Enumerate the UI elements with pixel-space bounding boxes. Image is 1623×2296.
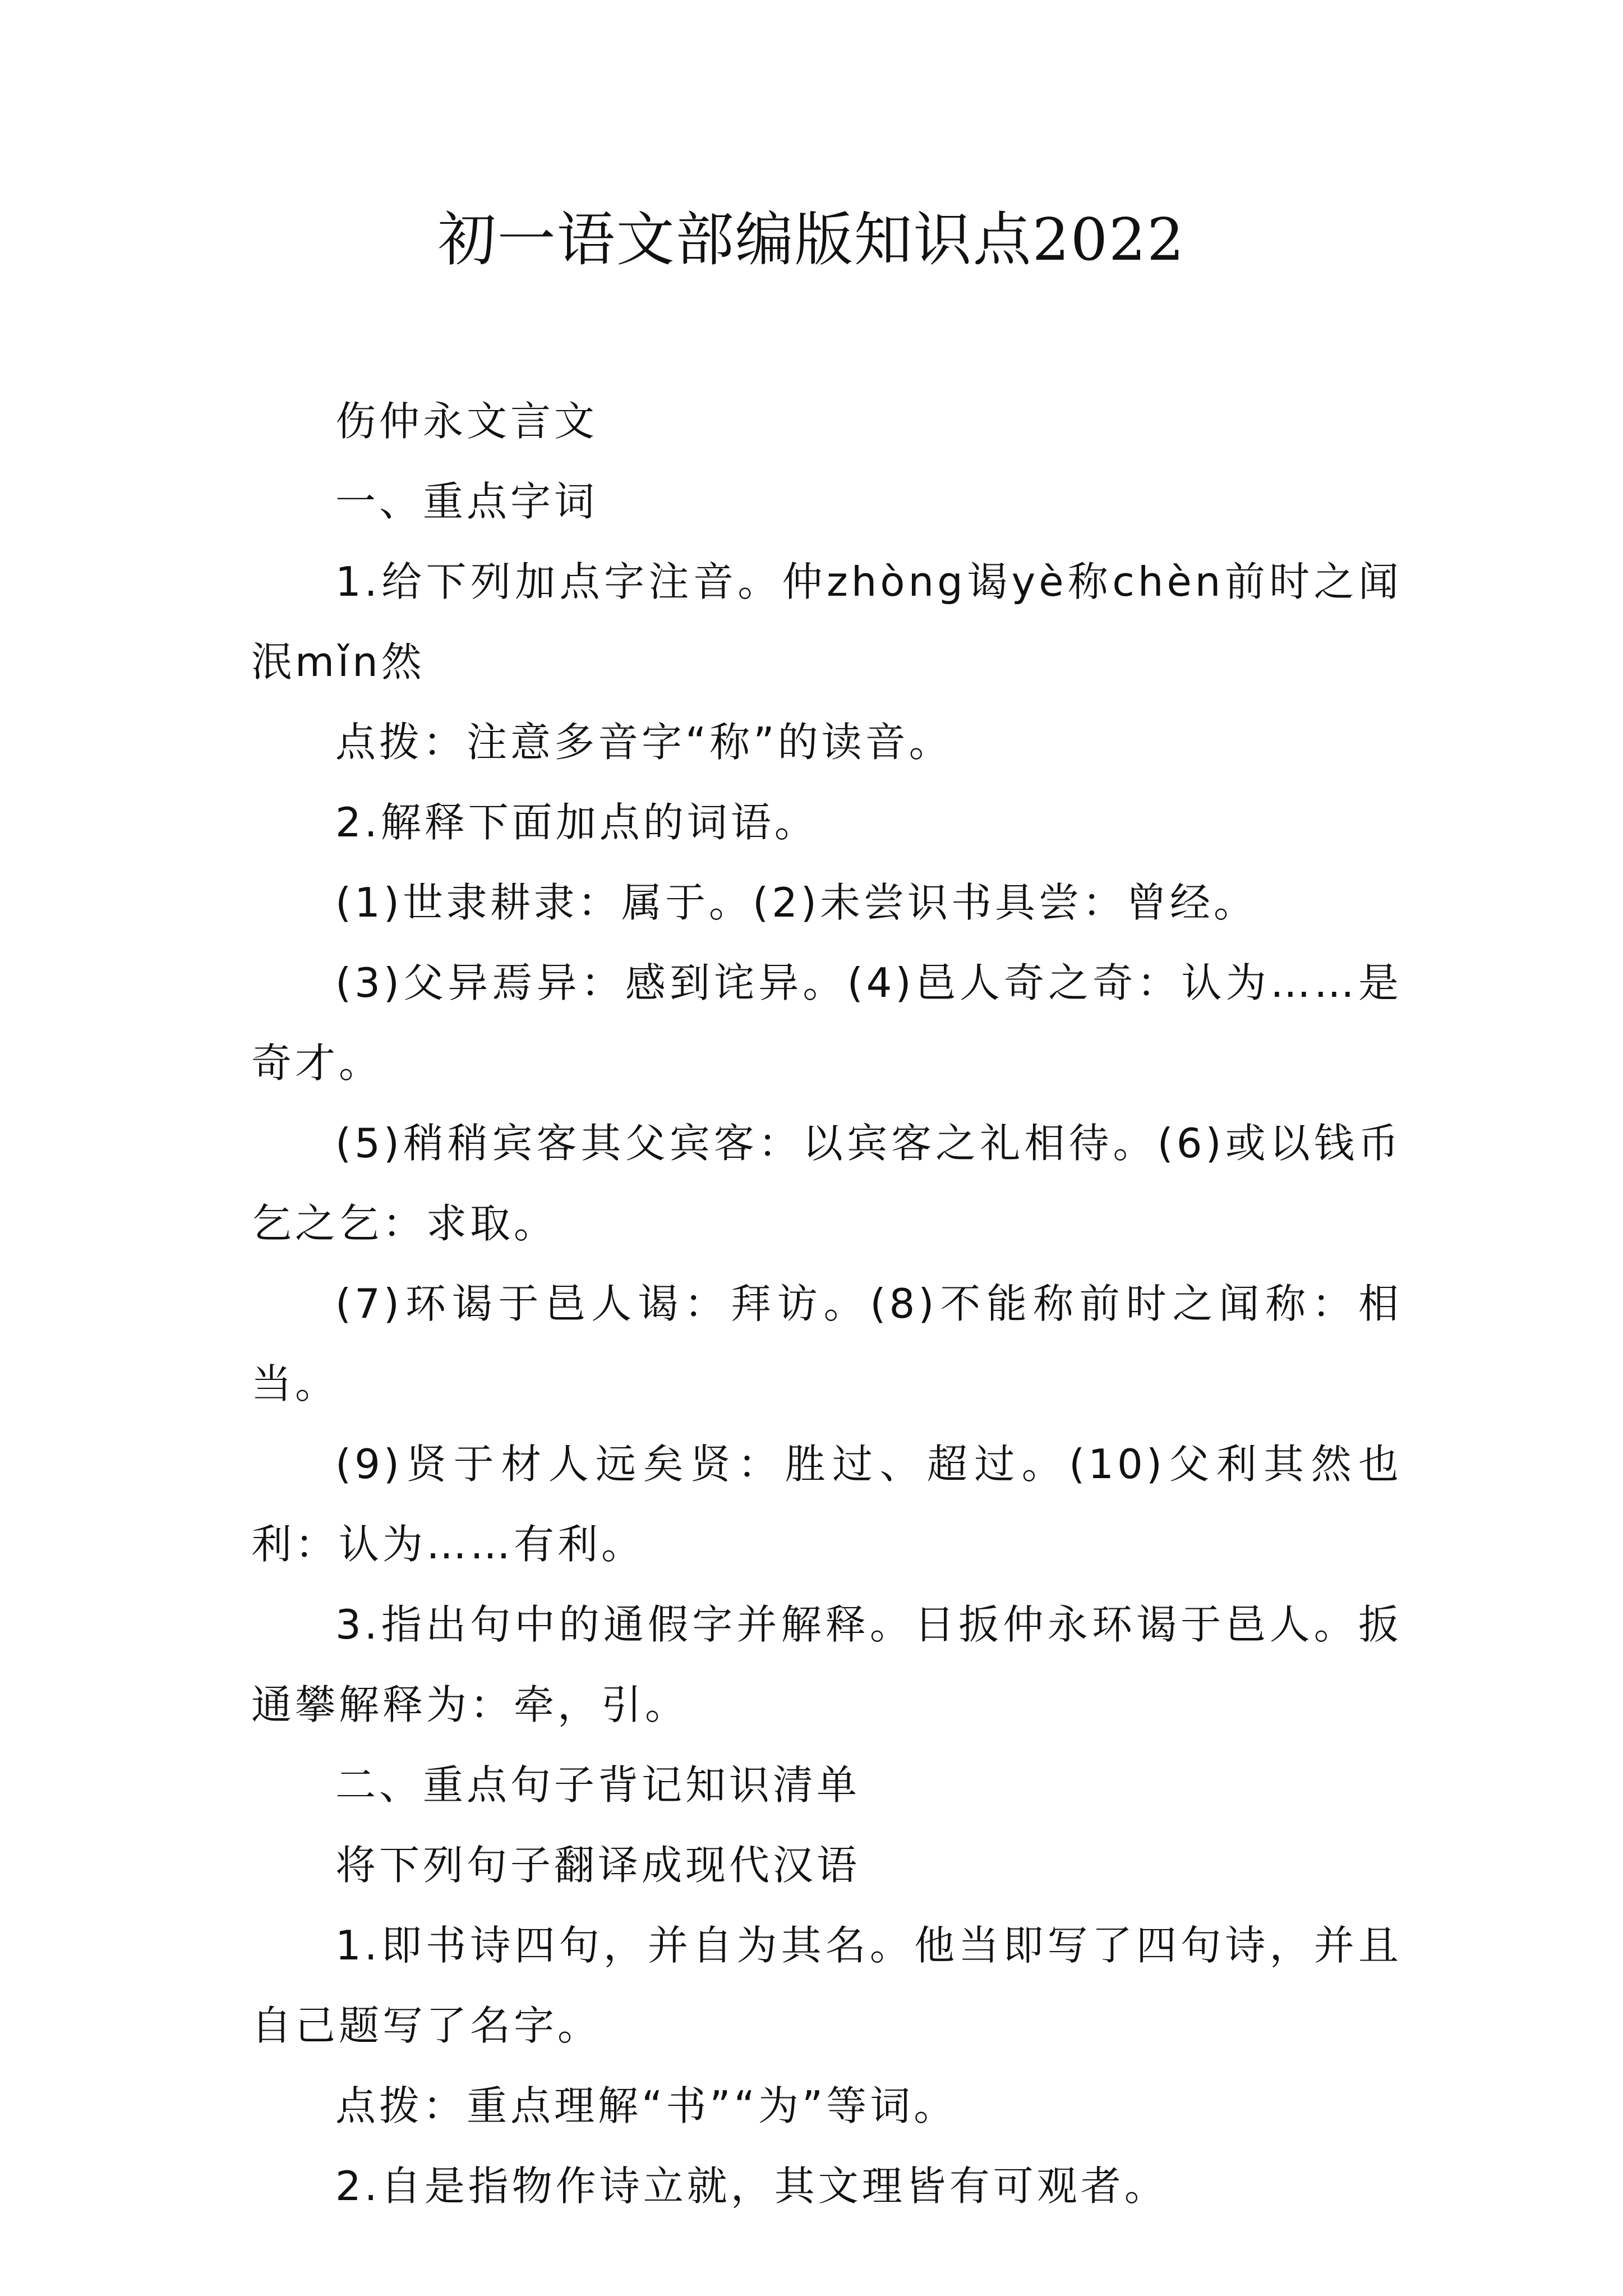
paragraph-hint-1: 点拨：注意多音字“称”的读音。 bbox=[335, 719, 953, 766]
document-body bbox=[251, 381, 1402, 2226]
paragraph-definitions-1-2: (1)世隶耕隶：属于。(2)未尝识书具尝：曾经。 bbox=[335, 879, 1257, 926]
paragraph-sentence-2: 2.自是指物作诗立就，其文理皆有可观者。 bbox=[335, 2162, 1168, 2210]
section-heading-key-words: 一、重点字词 bbox=[335, 478, 598, 525]
paragraph-definitions-3-4: (3)父异焉异：感到诧异。(4)邑人奇之奇：认为……是奇才。 bbox=[251, 959, 1402, 1087]
paragraph-definitions-7-8: (7)环谒于邑人谒：拜访。(8)不能称前时之闻称：相当。 bbox=[251, 1280, 1402, 1407]
paragraph-definitions-5-6: (5)稍稍宾客其父宾客：以宾客之礼相待。(6)或以钱币乞之乞：求取。 bbox=[251, 1120, 1402, 1247]
paragraph-hint-2: 点拨：重点理解“书”“为”等词。 bbox=[335, 2082, 958, 2129]
paragraph-instruction: 将下列句子翻译成现代汉语 bbox=[335, 1842, 861, 1889]
paragraph-item-2: 2.解释下面加点的词语。 bbox=[335, 799, 818, 846]
paragraph-sentence-1: 1.即书诗四句，并自为其名。他当即写了四句诗，并且自己题写了名字。 bbox=[251, 1922, 1402, 2049]
paragraph-item-3: 3.指出句中的通假字并解释。日扳仲永环谒于邑人。扳通攀解释为：牵，引。 bbox=[251, 1601, 1402, 1728]
paragraph-definitions-9-10: (9)贤于材人远矣贤：胜过、超过。(10)父利其然也利：认为……有利。 bbox=[251, 1441, 1402, 1568]
paragraph-item-1: 1.给下列加点字注音。仲zhòng谒yè称chèn前时之闻泯mǐn然 bbox=[251, 558, 1402, 685]
section-heading-key-sentences: 二、重点句子背记知识清单 bbox=[335, 1761, 861, 1809]
paragraph-lesson-title: 伤仲永文言文 bbox=[335, 398, 598, 445]
document-title: 初一语文部编版知识点2022 bbox=[437, 205, 1186, 274]
